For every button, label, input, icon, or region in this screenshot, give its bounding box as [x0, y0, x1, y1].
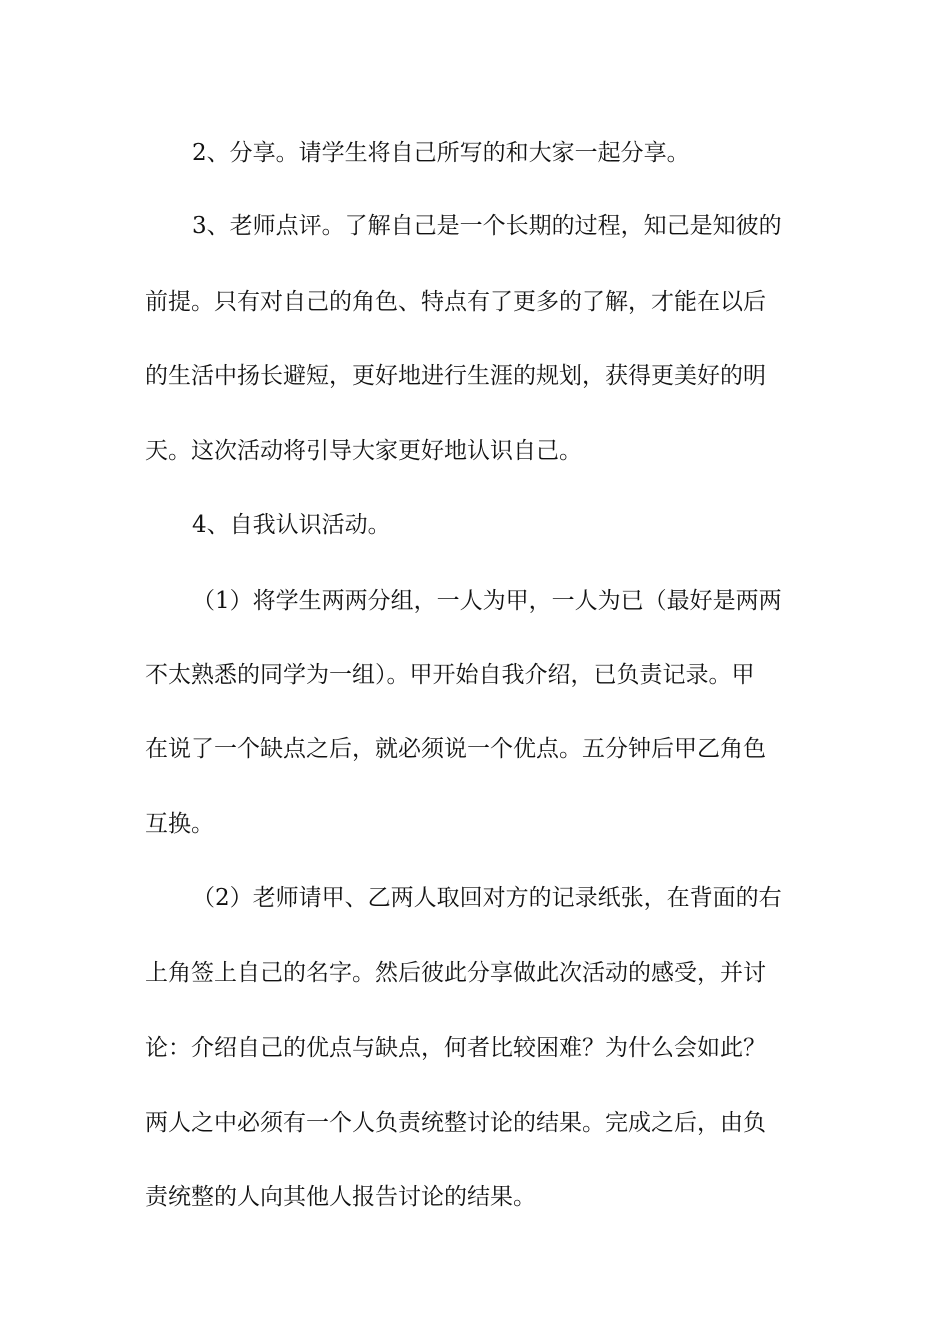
paragraph-step2-line-2: 上角签上自己的名字。然后彼此分享做此次活动的感受，并讨 — [145, 960, 766, 986]
paragraph-step1-line-1: （1）将学生两两分组，一人为甲，一人为已（最好是两两 — [192, 588, 782, 614]
paragraph-share-line-1: 2、分享。请学生将自己所写的和大家一起分享。 — [192, 140, 690, 166]
paragraph-step2-line-4: 两人之中必须有一个人负责统整讨论的结果。完成之后，由负 — [145, 1110, 766, 1136]
paragraph-step2-line-5: 责统整的人向其他人报告讨论的结果。 — [145, 1184, 536, 1210]
paragraph-review-line-3: 的生活中扬长避短，更好地进行生涯的规划，获得更美好的明 — [145, 363, 766, 389]
paragraph-activity-heading: 4、自我认识活动。 — [192, 512, 391, 538]
paragraph-review-line-2: 前提。只有对自己的角色、特点有了更多的了解，才能在以后 — [145, 289, 766, 315]
paragraph-review-line-1: 3、老师点评。了解自己是一个长期的过程，知己是知彼的 — [192, 213, 782, 239]
paragraph-review-line-4: 天。这次活动将引导大家更好地认识自己。 — [145, 438, 582, 464]
paragraph-step1-line-3: 在说了一个缺点之后，就必须说一个优点。五分钟后甲乙角色 — [145, 736, 766, 762]
paragraph-step1-line-4: 互换。 — [145, 811, 214, 837]
paragraph-step2-line-1: （2）老师请甲、乙两人取回对方的记录纸张，在背面的右 — [192, 885, 782, 911]
paragraph-step1-line-2: 不太熟悉的同学为一组）。甲开始自我介绍，已负责记录。甲 — [145, 662, 755, 688]
paragraph-step2-line-3: 论：介绍自己的优点与缺点，何者比较困难？为什么会如此？ — [145, 1035, 766, 1061]
